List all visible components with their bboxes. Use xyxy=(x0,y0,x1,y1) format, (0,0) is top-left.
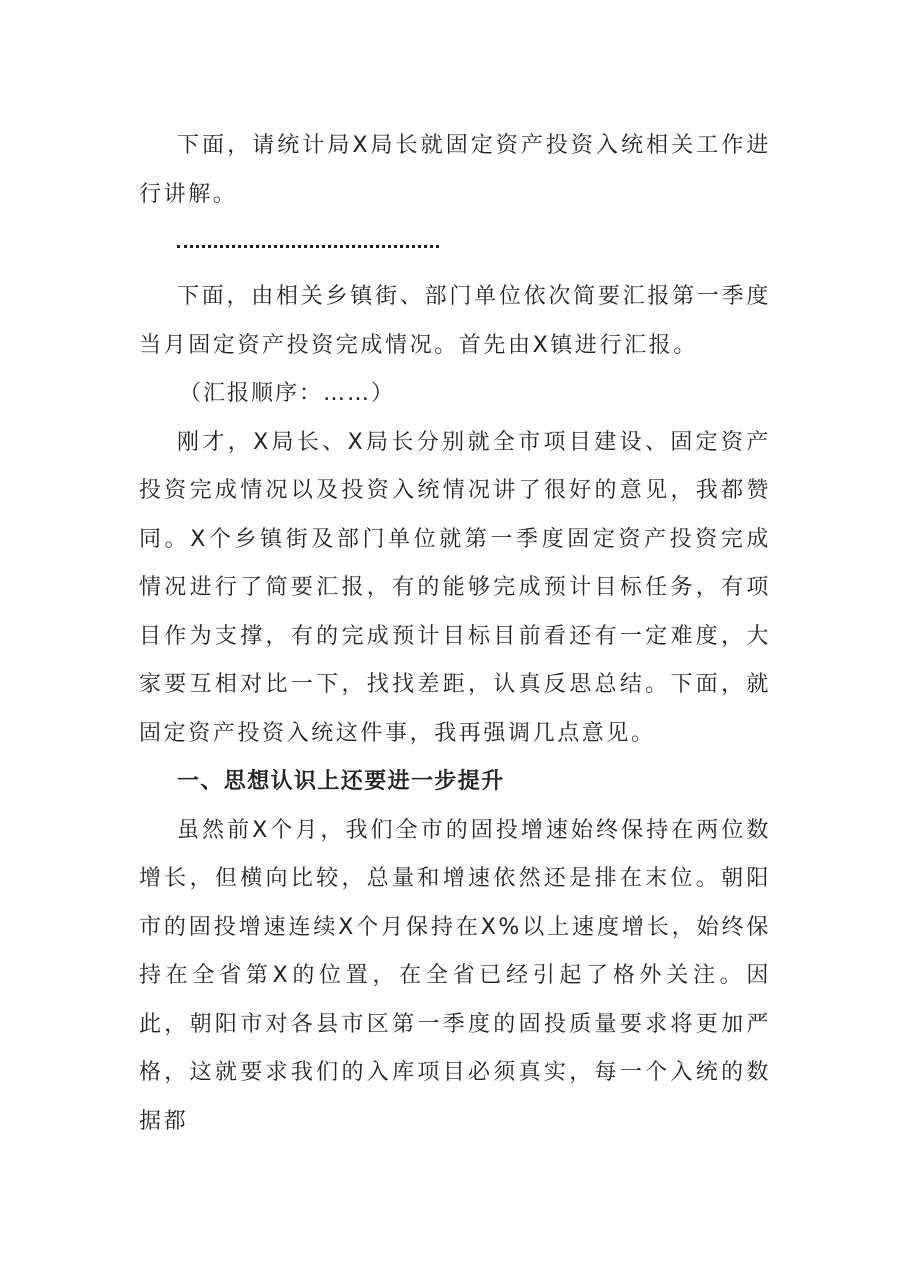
paragraph-intro: 下面，请统计局X局长就固定资产投资入统相关工作进行讲解。 xyxy=(139,133,771,207)
paragraph-section-1: 虽然前X个月，我们全市的固投增速始终保持在两位数增长，但横向比较，总量和增速依然还是排在末位。朝阳市的固投增速连续X个月保持在X%以上速度增长，始终保持在全省第X的位置，在全省已经引起了格外关注。因此，朝阳市对各县市区第一季度的固投质量要求将更加严格，这就要求我们的入库项目必须真实，每一个入统的数据都 xyxy=(139,817,771,1134)
ellipsis-text xyxy=(139,233,140,234)
dotted-line xyxy=(177,245,439,248)
section-heading-1: 一、思想认识上还要进一步提升 xyxy=(177,769,505,794)
report-order-note: （汇报顺序：……） xyxy=(179,381,396,406)
paragraph-report-intro: 下面，由相关乡镇街、部门单位依次简要汇报第一季度当月固定资产投资完成情况。首先由X镇进行汇报。 xyxy=(139,284,771,358)
paragraph-summary: 刚才，X局长、X局长分别就全市项目建设、固定资产投资完成情况以及投资入统情况讲了很好的意见，我都赞同。X个乡镇街及部门单位就第一季度固定资产投资完成情况进行了简要汇报，有的能够完成预计目标任务，有项目作为支撑，有的完成预计目标目前看还有一定难度，大家要互相对比一下，找找差距，认真反思总结。下面，就固定资产投资入统这件事，我再强调几点意见。 xyxy=(139,429,771,746)
document-body xyxy=(139,122,771,1146)
ellipsis-separator xyxy=(139,233,771,273)
